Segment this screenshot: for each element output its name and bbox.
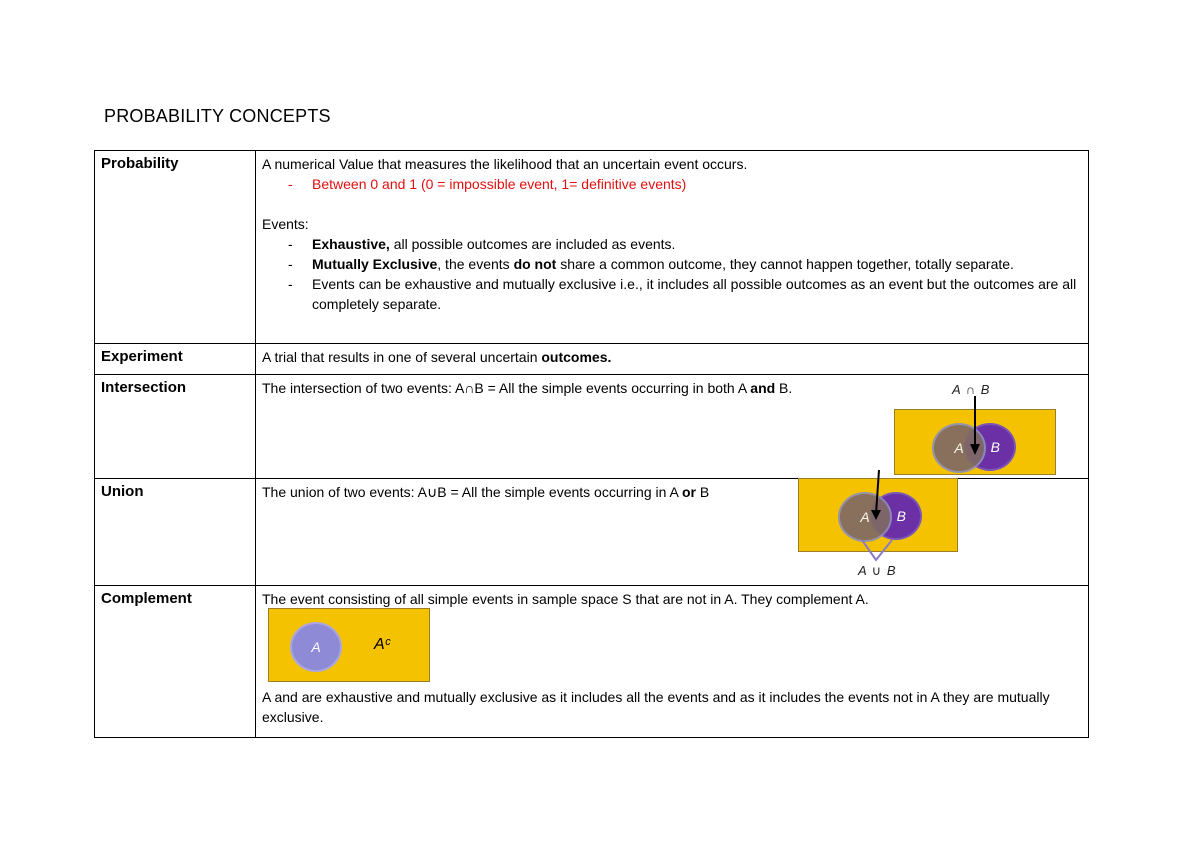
complement-label: Aᶜ bbox=[374, 636, 391, 653]
exhaustive-text: all possible outcomes are included as events. bbox=[389, 236, 676, 252]
intersection-arrow-icon bbox=[890, 378, 1060, 478]
intersection-text-end: B. bbox=[775, 380, 793, 396]
circle-a-label: A bbox=[311, 639, 321, 655]
term-intersection: Intersection bbox=[95, 375, 256, 479]
intersection-label: A ∩ B bbox=[952, 382, 991, 397]
both-text: Events can be exhaustive and mutually exclusive i.e., it includes all possible outcomes as an event but the outcomes are all completely separate. bbox=[312, 276, 1077, 312]
exhaustive-term: Exhaustive, bbox=[312, 236, 390, 252]
list-item bbox=[312, 234, 1082, 254]
table-row bbox=[95, 151, 1089, 344]
complement-closing: A and are exhaustive and mutually exclusive as it includes all the events and as it includes the events not in A they are mutually exclusive. bbox=[262, 689, 1050, 725]
page-title: PROBABILITY CONCEPTS bbox=[104, 106, 331, 126]
circle-b-label: B bbox=[990, 439, 1000, 455]
union-text: The union of two events: A∪B = All the simple events occurring in A bbox=[262, 484, 682, 500]
table-row bbox=[95, 586, 1089, 738]
circle-b-label: B bbox=[896, 508, 906, 524]
probability-range-list bbox=[262, 174, 1082, 194]
complement-text: The event consisting of all simple events in sample space S that are not in A. They complement A. bbox=[262, 591, 869, 607]
term-union: Union bbox=[95, 479, 256, 586]
circle-a-label: A bbox=[860, 509, 870, 525]
experiment-bold: outcomes. bbox=[541, 349, 612, 365]
events-heading: Events: bbox=[262, 216, 309, 232]
list-item bbox=[312, 274, 1082, 314]
events-list bbox=[262, 234, 1082, 314]
complement-diagram bbox=[268, 608, 432, 684]
union-label: A ∪ B bbox=[858, 563, 897, 578]
table-row bbox=[95, 344, 1089, 375]
intersection-bold: and bbox=[750, 380, 776, 396]
mutual-text-2: share a common outcome, they cannot happen together, totally separate. bbox=[556, 256, 1014, 272]
mutual-bold: do not bbox=[513, 256, 557, 272]
term-probability: Probability bbox=[95, 151, 256, 344]
term-experiment: Experiment bbox=[95, 344, 256, 375]
probability-range-note: - Between 0 and 1 (0 = impossible event, 1= definitive events) bbox=[312, 174, 1082, 194]
complement-circle-a bbox=[290, 622, 342, 672]
union-text-end: B bbox=[695, 484, 710, 500]
probability-intro: A numerical Value that measures the likelihood that an uncertain event occurs. bbox=[262, 156, 748, 172]
list-item bbox=[312, 254, 1082, 274]
definition-probability bbox=[256, 151, 1089, 344]
intersection-diagram bbox=[890, 378, 1060, 478]
mutual-term: Mutually Exclusive bbox=[312, 256, 438, 272]
term-complement: Complement bbox=[95, 586, 256, 738]
definition-experiment bbox=[256, 344, 1089, 375]
mutual-text-1: , the events bbox=[437, 256, 514, 272]
intersection-text: The intersection of two events: A∩B = All the simple events occurring in both A bbox=[262, 380, 751, 396]
circle-a-label: A bbox=[954, 440, 964, 456]
union-diagram bbox=[796, 470, 966, 582]
union-bold: or bbox=[681, 484, 696, 500]
experiment-text: A trial that results in one of several uncertain bbox=[262, 349, 542, 365]
